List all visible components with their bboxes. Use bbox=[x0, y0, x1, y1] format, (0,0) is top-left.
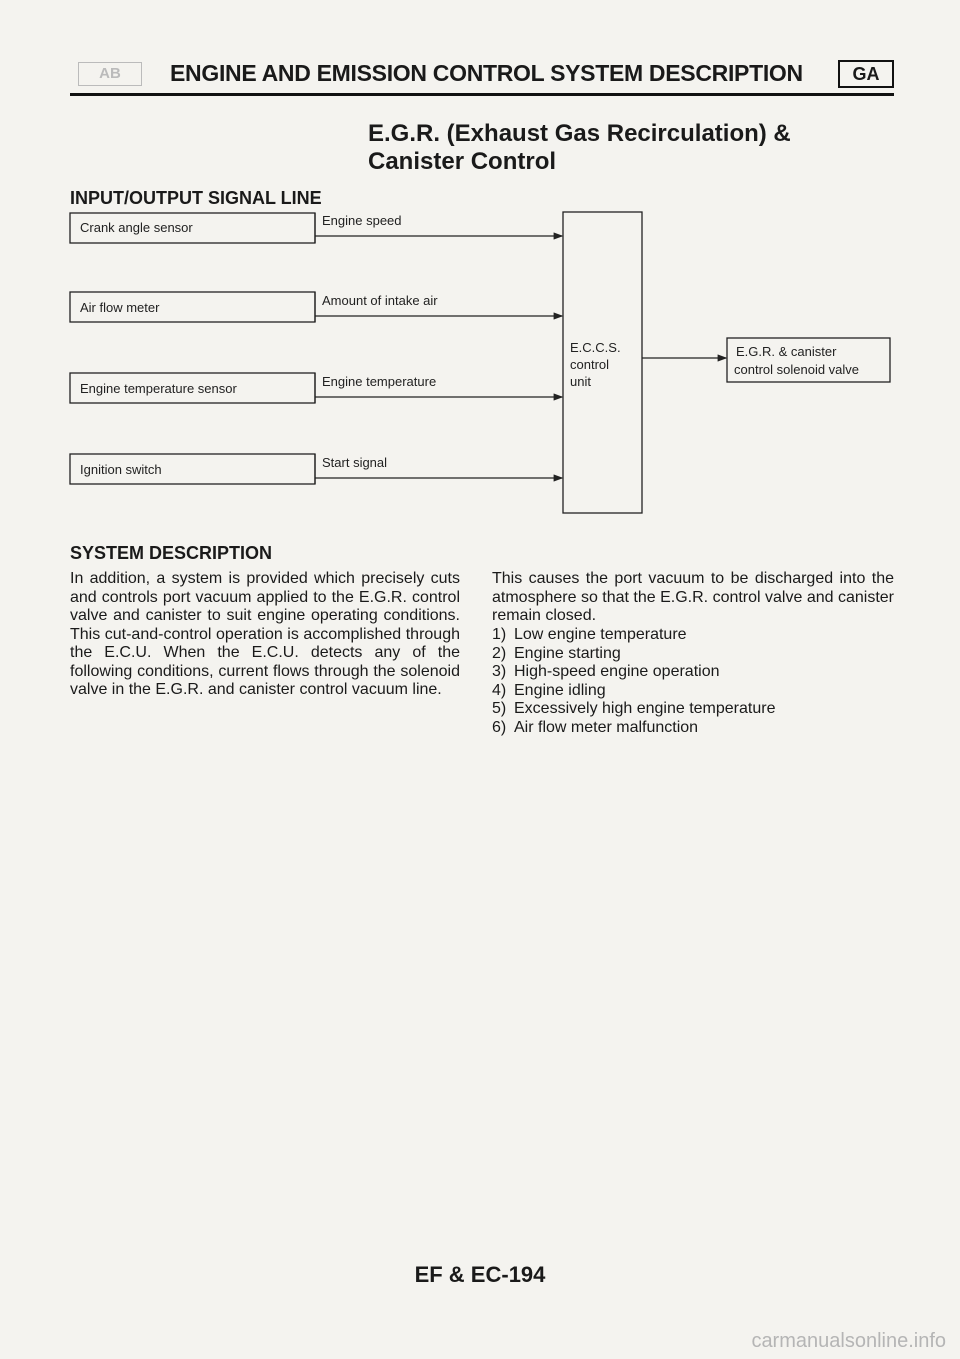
list-item-text: Low engine temperature bbox=[514, 626, 687, 643]
output-label-line2: control solenoid valve bbox=[734, 362, 860, 377]
list-item-number: 4) bbox=[492, 681, 507, 699]
input-row-crank-angle bbox=[70, 213, 562, 243]
list-item-number: 5) bbox=[492, 700, 507, 717]
system-description-heading: SYSTEM DESCRIPTION bbox=[70, 543, 273, 563]
control-unit-label-line1: E.C.C.S. bbox=[570, 340, 621, 355]
list-item-text: Air flow meter malfunction bbox=[514, 718, 699, 736]
input-row-engine-temperature bbox=[70, 373, 562, 403]
system-description-paragraph-right: This causes the port vacuum to be discharged into the atmosphere so that the E.G.R. control valve and canister remain closed. bbox=[492, 570, 894, 624]
input-row-ignition-switch bbox=[70, 454, 562, 484]
header-title: ENGINE AND EMISSION CONTROL SYSTEM DESCRIPTION bbox=[170, 60, 803, 86]
input-sensor-label: Crank angle sensor bbox=[80, 220, 193, 235]
input-signal-label: Engine temperature bbox=[322, 374, 437, 389]
list-item bbox=[492, 719, 775, 738]
input-sensor-label: Air flow meter bbox=[80, 300, 160, 315]
system-description-paragraph-left: In addition, a system is provided which precisely cuts and controls port vacuum applied to the E.G.R. control valve and canister to suit engine operating conditions. This cut-and-control operation is accomplished through the E.C.U. When the E.C.U. detects any of the following conditions, current flows through the solenoid valve in the E.G.R. and canister control vacuum line. bbox=[70, 570, 460, 698]
list-item-text: High-speed engine operation bbox=[514, 663, 720, 680]
input-signal-label: Start signal bbox=[322, 455, 388, 470]
list-item-number: 3) bbox=[492, 663, 507, 680]
list-item-text: Engine starting bbox=[514, 644, 621, 662]
eccs-control-unit bbox=[563, 212, 642, 513]
input-sensor-label: Engine temperature sensor bbox=[80, 381, 237, 396]
list-item-text: Excessively high engine temperature bbox=[514, 700, 776, 717]
list-item bbox=[492, 700, 775, 719]
list-item-text: Engine idling bbox=[514, 681, 606, 699]
input-row-air-flow bbox=[70, 292, 562, 322]
list-item bbox=[492, 626, 775, 645]
header-section-badge-left: AB bbox=[78, 62, 142, 86]
page-number: EF & EC-194 bbox=[414, 1262, 546, 1287]
section-title: E.G.R. (Exhaust Gas Recirculation) & Canister Control bbox=[368, 120, 791, 175]
list-item-number: 2) bbox=[492, 644, 507, 662]
conditions-list bbox=[492, 626, 775, 737]
list-item bbox=[492, 663, 775, 682]
list-item bbox=[492, 682, 775, 701]
output-egr-solenoid-valve bbox=[727, 338, 890, 382]
io-signal-heading: INPUT/OUTPUT SIGNAL LINE bbox=[70, 188, 322, 208]
header-section-badge-right: GA bbox=[838, 60, 894, 88]
control-unit-label-line3: unit bbox=[570, 374, 591, 389]
input-signal-label: Amount of intake air bbox=[322, 293, 438, 308]
signal-diagram bbox=[0, 0, 960, 540]
list-item-number: 1) bbox=[492, 626, 507, 643]
list-item-number: 6) bbox=[492, 718, 507, 736]
list-item bbox=[492, 645, 775, 664]
input-signal-label: Engine speed bbox=[322, 213, 402, 228]
control-unit-label-line2: control bbox=[570, 357, 610, 372]
site-watermark: carmanualsonline.info bbox=[751, 1330, 946, 1352]
input-sensor-label: Ignition switch bbox=[80, 462, 162, 477]
output-label-line1: E.G.R. & canister bbox=[736, 344, 837, 359]
